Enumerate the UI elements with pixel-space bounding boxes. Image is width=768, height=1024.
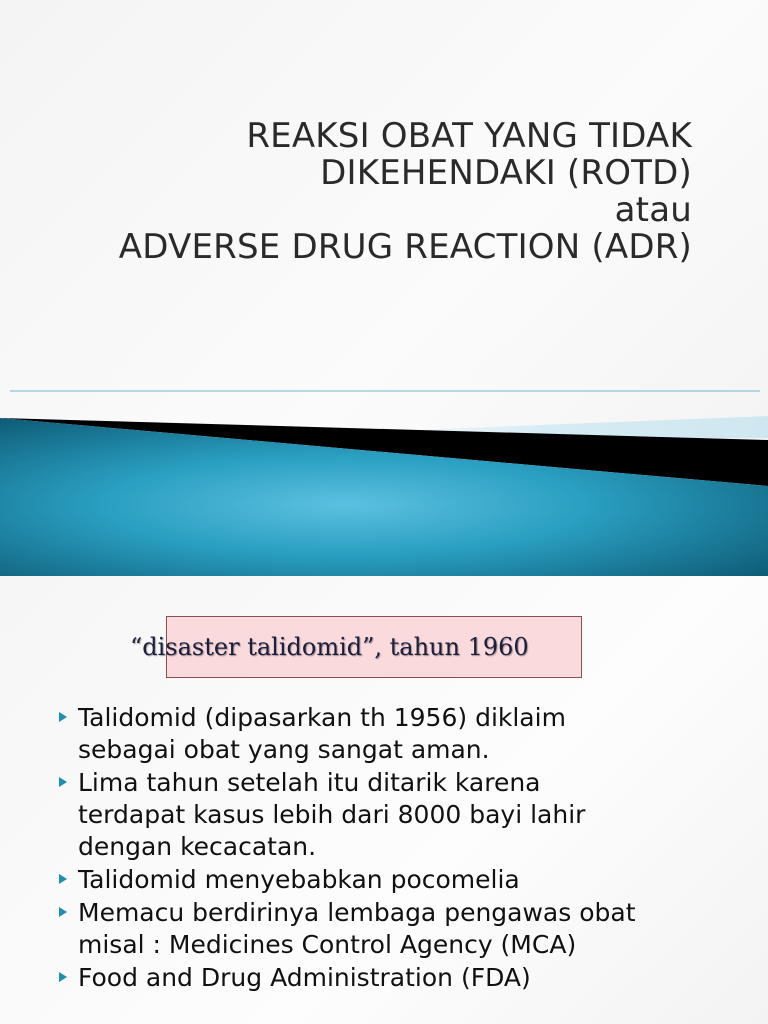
bullet-arrow-icon — [59, 907, 67, 917]
list-item — [56, 897, 746, 961]
list-item — [56, 702, 746, 766]
bullet-arrow-icon — [59, 972, 67, 982]
title-line: atau — [614, 190, 692, 230]
list-item — [56, 864, 746, 896]
bullet-line: sebagai obat yang sangat aman. — [78, 735, 490, 764]
slide-title — [119, 118, 692, 266]
decorative-band — [0, 380, 768, 576]
bullet-line: Food and Drug Administration (FDA) — [78, 963, 531, 992]
bullet-list — [56, 702, 746, 995]
bullet-arrow-icon — [59, 777, 67, 787]
bullet-line: Talidomid (dipasarkan th 1956) diklaim — [78, 703, 566, 732]
bullet-arrow-icon — [59, 874, 67, 884]
title-line: REAKSI OBAT YANG TIDAK — [246, 116, 692, 156]
bullet-line: dengan kecacatan. — [78, 832, 317, 861]
list-item — [56, 962, 746, 994]
bullet-line: terdapat kasus lebih dari 8000 bayi lahir — [78, 800, 586, 829]
bullet-arrow-icon — [59, 712, 67, 722]
bullet-line: Lima tahun setelah itu ditarik karena — [78, 768, 541, 797]
bullet-line: Talidomid menyebabkan pocomelia — [78, 865, 520, 894]
list-item — [56, 767, 746, 863]
title-line: ADVERSE DRUG REACTION (ADR) — [118, 227, 692, 267]
title-line: DIKEHENDAKI (ROTD) — [320, 153, 692, 193]
bullet-line: misal : Medicines Control Agency (MCA) — [78, 930, 577, 959]
bullet-line: Memacu berdirinya lembaga pengawas obat — [78, 898, 636, 927]
slide-headline: “disaster talidomid”, tahun 1960 — [130, 633, 529, 661]
